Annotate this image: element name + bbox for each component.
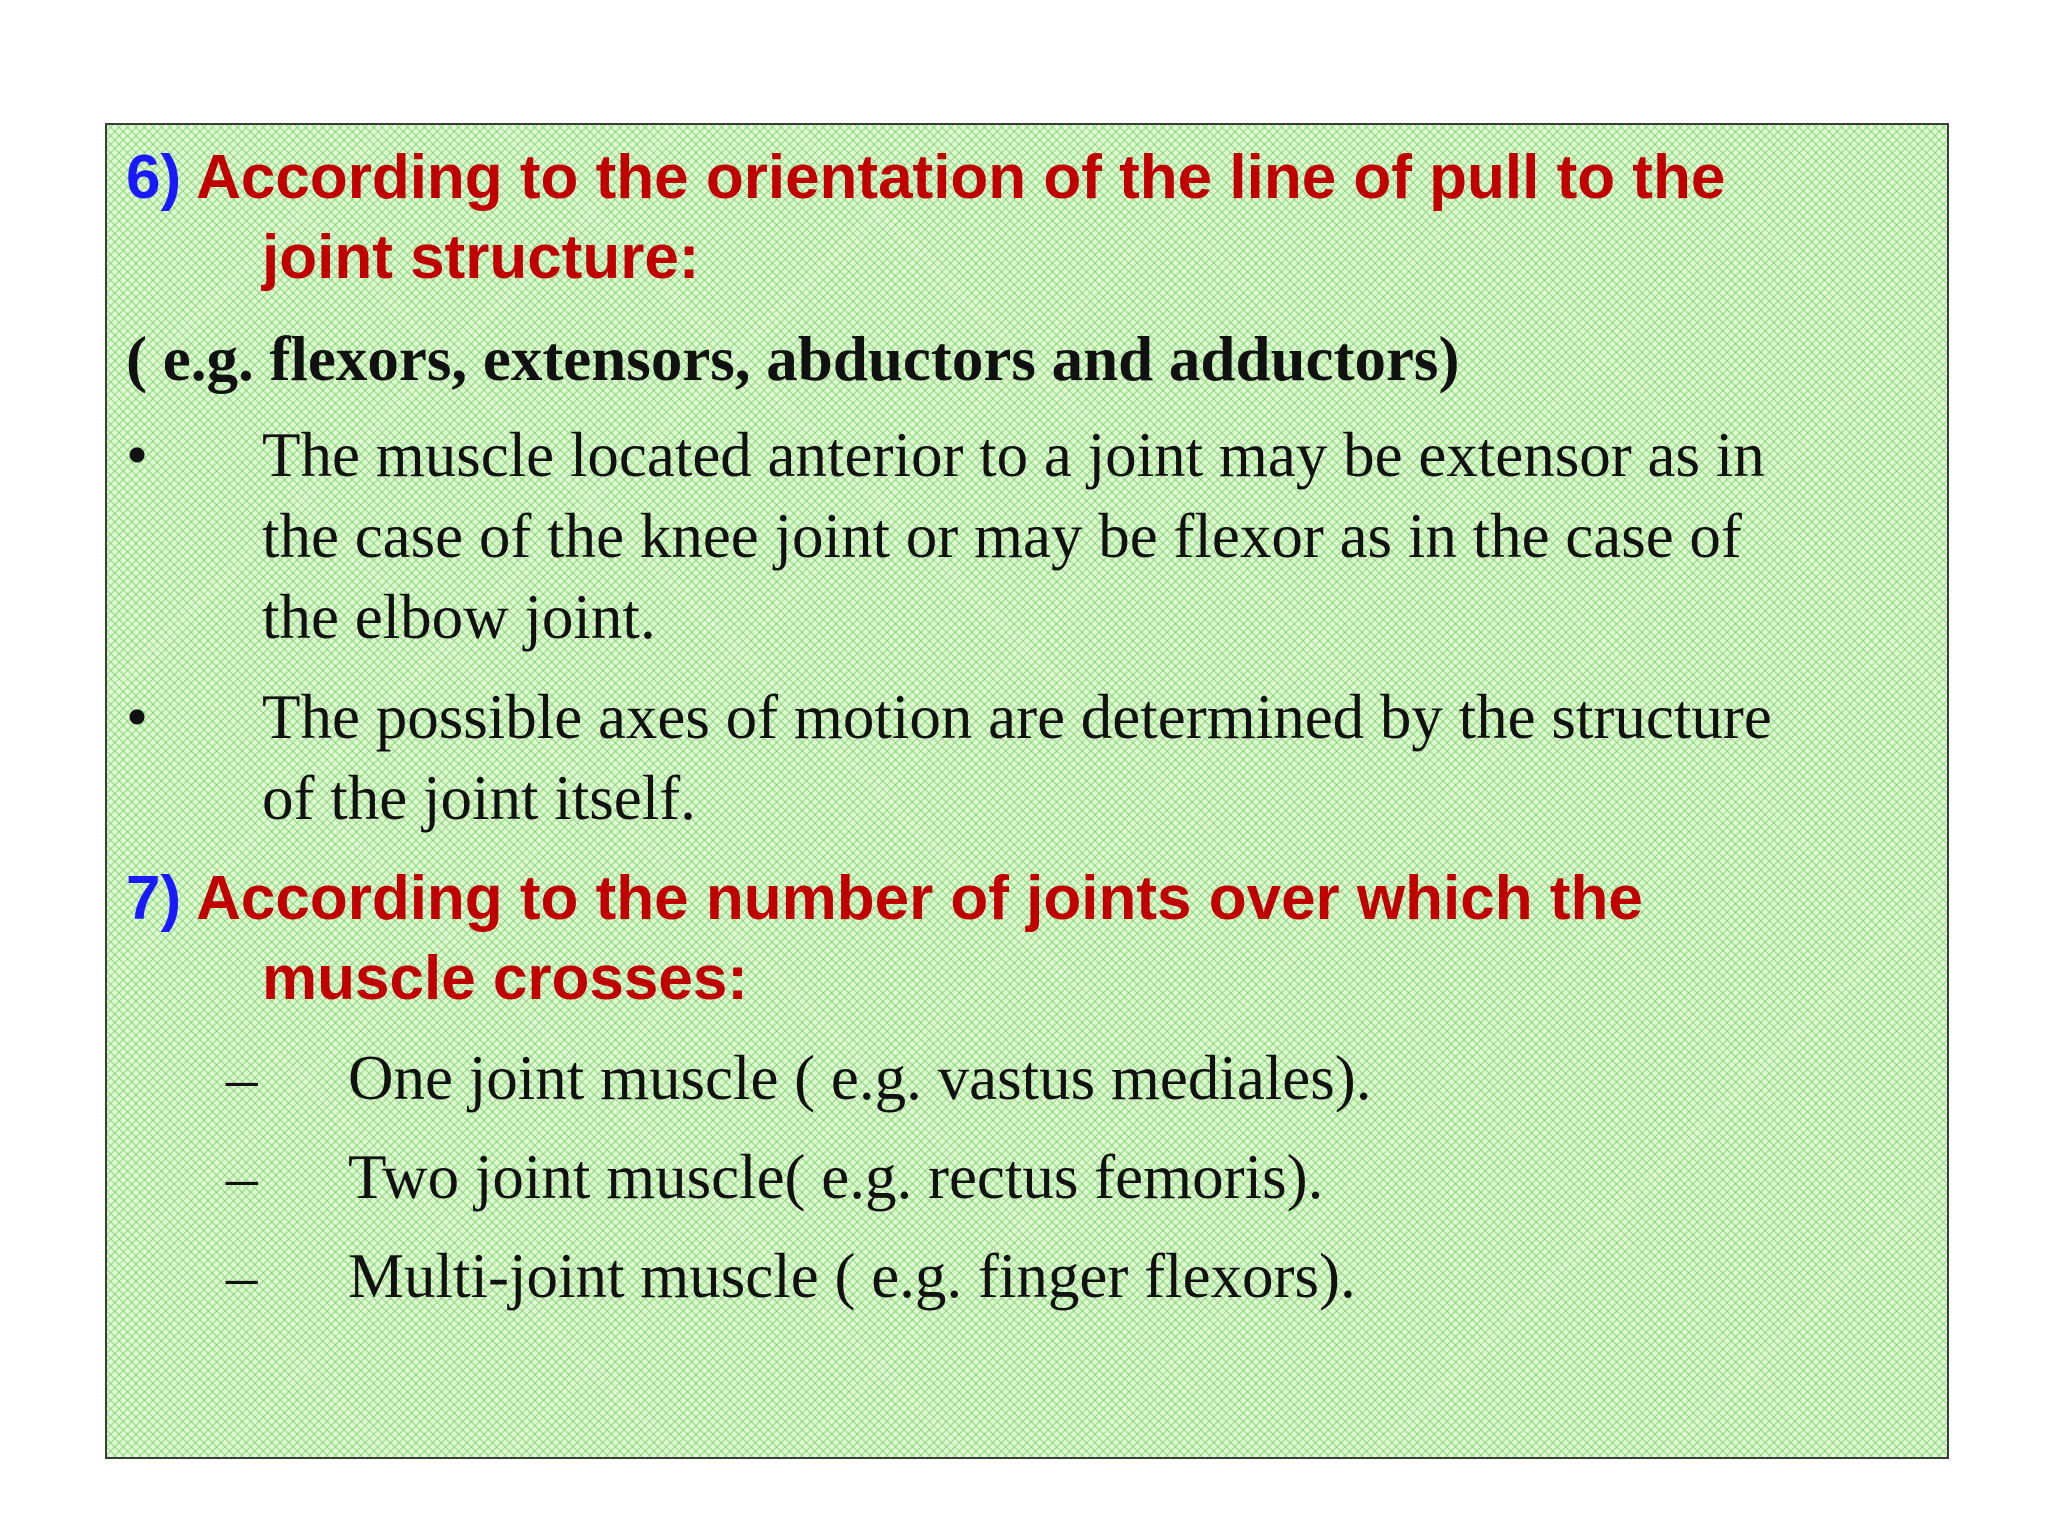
section-6-heading-line2: joint structure:	[262, 223, 700, 292]
dash-item-3: Multi-joint muscle ( e.g. finger flexors).	[348, 1241, 1356, 1311]
dash-item-2: Two joint muscle( e.g. rectus femoris).	[348, 1142, 1324, 1212]
bullet-1-line3: the elbow joint.	[262, 582, 656, 652]
bullet-marker: •	[126, 682, 149, 752]
section-6-example: ( e.g. flexors, extensors, abductors and adductors)	[126, 324, 1460, 394]
section-6-heading	[126, 138, 1725, 218]
bullet-2-line1: The possible axes of motion are determined by the structure	[262, 682, 1772, 752]
dash-item-1: One joint muscle ( e.g. vastus mediales).	[348, 1043, 1372, 1113]
section-6-heading-line1: According to the orientation of the line of pull to the	[196, 143, 1726, 212]
section-7-heading-line1: According to the number of joints over which the	[196, 864, 1643, 933]
bullet-1-line2: the case of the knee joint or may be flexor as in the case of	[262, 501, 1742, 571]
section-7-heading-line2: muscle crosses:	[262, 944, 748, 1013]
dash-marker: –	[226, 1142, 258, 1212]
bullet-1-line1: The muscle located anterior to a joint may be extensor as in	[262, 420, 1765, 490]
section-7-heading	[126, 859, 1643, 939]
dash-marker: –	[226, 1043, 258, 1113]
dash-marker: –	[226, 1241, 258, 1311]
section-7-number: 7)	[126, 864, 182, 933]
section-6-number: 6)	[126, 143, 182, 212]
bullet-marker: •	[126, 420, 149, 490]
bullet-2-line2: of the joint itself.	[262, 763, 696, 833]
